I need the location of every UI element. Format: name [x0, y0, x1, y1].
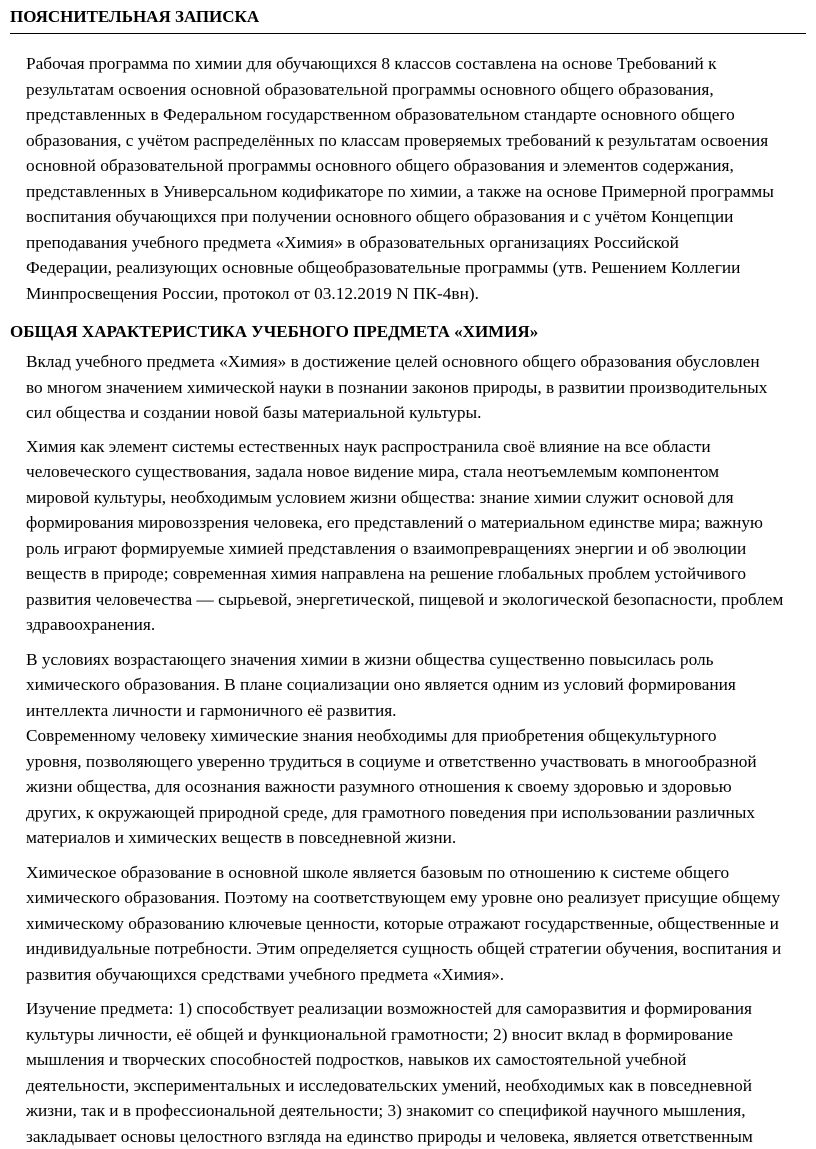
paragraph-line: закладывает основы целостного взгляда на единство природы и человека, является ответственным — [10, 1124, 806, 1149]
paragraph-line: образования, с учётом распределённых по классам проверяемых требований к результатам освоения — [10, 128, 806, 154]
paragraph-line: жизни, так и в профессиональной деятельности; 3) знакомит со спецификой научного мышления, — [10, 1098, 806, 1124]
paragraph-line: представленных в Универсальном кодификаторе по химии, а также на основе Примерной программы — [10, 179, 806, 205]
paragraph-line: Рабочая программа по химии для обучающихся 8 классов составлена на основе Требований к — [10, 51, 806, 77]
section-heading: ОБЩАЯ ХАРАКТЕРИСТИКА УЧЕБНОГО ПРЕДМЕТА «ХИМИЯ» — [10, 322, 806, 342]
body-paragraph — [10, 723, 806, 851]
document-page — [10, 0, 806, 1149]
paragraph-line: веществ в природе; современная химия направлена на решение глобальных проблем устойчивого — [10, 561, 806, 587]
paragraph-line: Химическое образование в основной школе является базовым по отношению к системе общего — [10, 860, 806, 886]
body-paragraph — [10, 434, 806, 638]
paragraph-line: Химия как элемент системы естественных наук распространила своё влияние на все области — [10, 434, 806, 460]
paragraph-line: воспитания обучающихся при получении основного общего образования и с учётом Концепции — [10, 204, 806, 230]
body-paragraph — [10, 647, 806, 724]
paragraph-line: представленных в Федеральном государственном образовательном стандарте основного общего — [10, 102, 806, 128]
title-divider — [10, 33, 806, 34]
paragraph-line: здравоохранения. — [10, 612, 806, 638]
paragraph-line: во многом значением химической науки в познании законов природы, в развитии производительных — [10, 375, 806, 401]
paragraph-line: индивидуальные потребности. Этим определяется сущность общей стратегии обучения, воспитания и — [10, 936, 806, 962]
paragraph-line: Федерации, реализующих основные общеобразовательные программы (утв. Решением Коллегии — [10, 255, 806, 281]
paragraph-line: мировой культуры, необходимым условием жизни общества: знание химии служит основой для — [10, 485, 806, 511]
paragraph-line: мышления и творческих способностей подростков, навыков их самостоятельной учебной — [10, 1047, 806, 1073]
paragraph-line: Изучение предмета: 1) способствует реализации возможностей для саморазвития и формирования — [10, 996, 806, 1022]
body-paragraph — [10, 349, 806, 426]
paragraph-line: жизни общества, для осознания важности разумного отношения к своему здоровью и здоровью — [10, 774, 806, 800]
paragraph-line: развития обучающихся средствами учебного предмета «Химия». — [10, 962, 806, 988]
paragraph-line: химического образования. В плане социализации оно является одним из условий формирования — [10, 672, 806, 698]
paragraph-line: материалов и химических веществ в повседневной жизни. — [10, 825, 806, 851]
paragraph-line: основной образовательной программы основного общего образования и элементов содержания, — [10, 153, 806, 179]
paragraph-line: других, к окружающей природной среде, для грамотного поведения при использовании различных — [10, 800, 806, 826]
body-paragraph — [10, 860, 806, 988]
paragraph-line: результатам освоения основной образовательной программы основного общего образования, — [10, 77, 806, 103]
paragraph-line: Современному человеку химические знания необходимы для приобретения общекультурного — [10, 723, 806, 749]
paragraph-line: развития человечества — сырьевой, энергетической, пищевой и экологической безопасности, проблем — [10, 587, 806, 613]
paragraph-line: деятельности, экспериментальных и исследовательских умений, необходимых как в повседневной — [10, 1073, 806, 1099]
paragraph-line: роль играют формируемые химией представления о взаимопревращениях энергии и об эволюции — [10, 536, 806, 562]
paragraph-line: человеческого существования, задала новое видение мира, стала неотъемлемым компонентом — [10, 459, 806, 485]
paragraph-line: химического образования. Поэтому на соответствующем ему уровне оно реализует присущие общему — [10, 885, 806, 911]
paragraph-line: преподавания учебного предмета «Химия» в образовательных организациях Российской — [10, 230, 806, 256]
paragraph-line: Минпросвещения России, протокол от 03.12.2019 N ПК-4вн). — [10, 281, 806, 307]
paragraph-line: интеллекта личности и гармоничного её развития. — [10, 698, 806, 724]
paragraph-line: химическому образованию ключевые ценности, которые отражают государственные, общественные и — [10, 911, 806, 937]
paragraph-line: Вклад учебного предмета «Химия» в достижение целей основного общего образования обусловлен — [10, 349, 806, 375]
paragraph-line: сил общества и создании новой базы материальной культуры. — [10, 400, 806, 426]
paragraph-line: культуры личности, её общей и функциональной грамотности; 2) вносит вклад в формирование — [10, 1022, 806, 1048]
body-paragraph — [10, 996, 806, 1149]
intro-paragraph — [10, 51, 806, 306]
paragraph-line: В условиях возрастающего значения химии в жизни общества существенно повысилась роль — [10, 647, 806, 673]
document-title: ПОЯСНИТЕЛЬНАЯ ЗАПИСКА — [10, 7, 806, 27]
paragraph-line: формирования мировоззрения человека, его представлений о материальном единстве мира; важную — [10, 510, 806, 536]
paragraph-line: уровня, позволяющего уверенно трудиться в социуме и ответственно участвовать в многообразной — [10, 749, 806, 775]
